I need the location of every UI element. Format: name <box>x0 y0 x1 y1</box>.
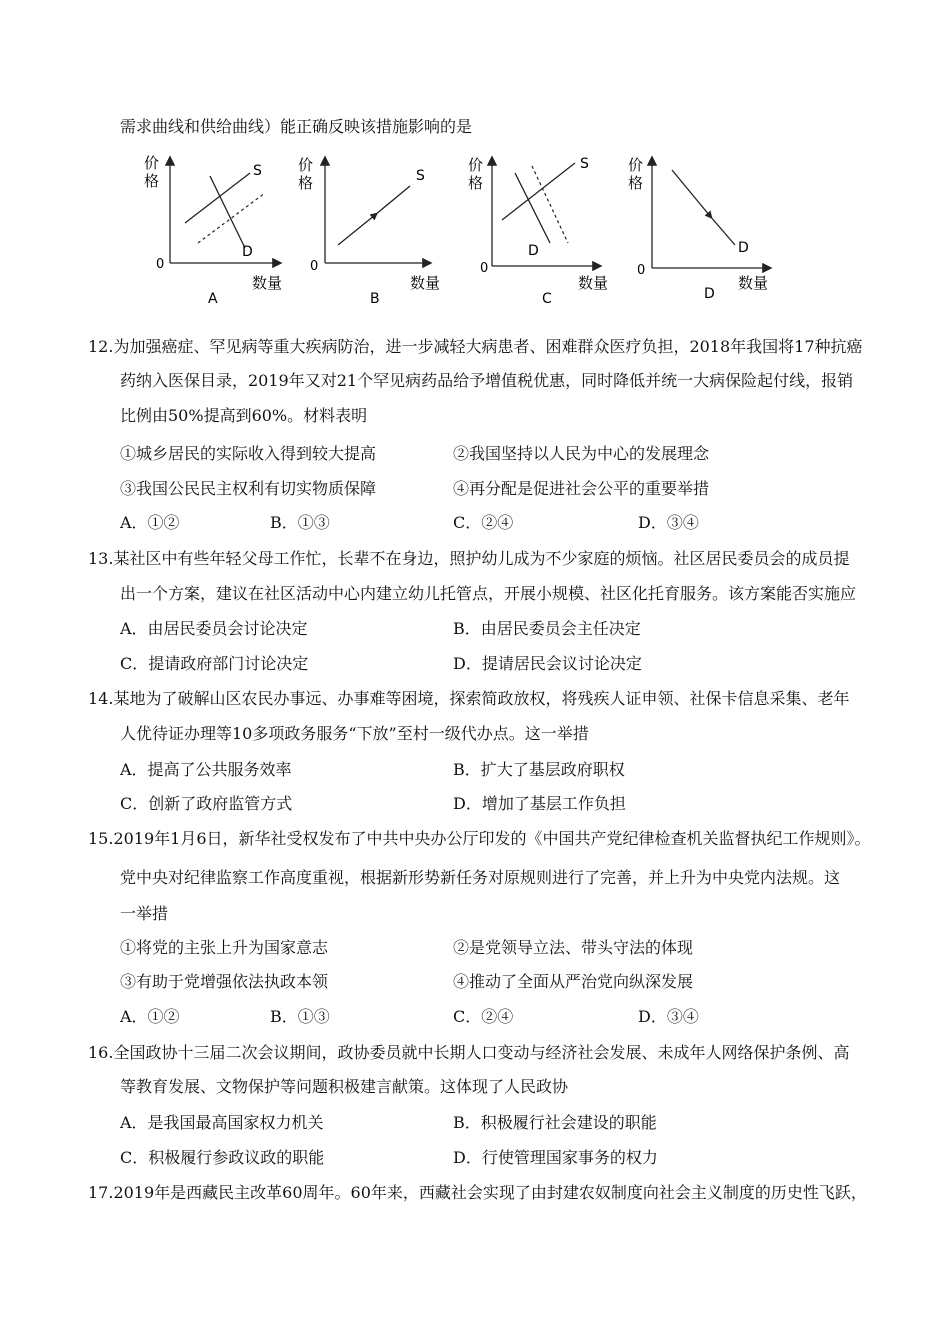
y-axis-label-1: 价 <box>144 154 160 172</box>
question-17-line-1: 17.2019年是西藏民主改革60周年。60年来，西藏社会实现了由封建农奴制度向社会主义制度的历史性飞跃， <box>88 1183 867 1202</box>
statement-1: ①将党的主张上升为国家意志 <box>120 938 329 957</box>
origin-label: 0 <box>310 259 319 274</box>
option-d[interactable]: D．③④ <box>638 513 699 532</box>
option-a[interactable]: A．①② <box>120 1007 180 1026</box>
option-a[interactable]: A．①② <box>120 513 180 532</box>
question-12-line-2: 药纳入医保目录，2019年又对21个罕见病药品给予增值税优惠，同时降低并统一大病保险起付线，报销 <box>120 371 854 390</box>
option-a[interactable]: A．是我国最高国家权力机关 <box>120 1113 324 1132</box>
panel-letter: B <box>370 291 380 307</box>
supply-label: S <box>253 163 262 179</box>
option-d[interactable]: D．增加了基层工作负担 <box>453 794 626 813</box>
demand-curve <box>672 170 735 245</box>
option-c[interactable]: C．②④ <box>453 1007 514 1026</box>
statement-4: ④再分配是促进社会公平的重要举措 <box>453 479 710 498</box>
y-axis-label-1: 价 <box>468 156 484 174</box>
y-axis-label-2: 格 <box>298 174 314 192</box>
option-b[interactable]: B．由居民委员会主任决定 <box>453 619 641 638</box>
x-axis-label: 数量 <box>578 274 609 292</box>
statement-2: ②我国坚持以人民为中心的发展理念 <box>453 444 710 463</box>
x-axis-label: 数量 <box>738 274 769 292</box>
y-axis-label-2: 格 <box>468 174 484 192</box>
supply-label: S <box>580 156 589 172</box>
y-axis-label-1: 价 <box>298 156 314 174</box>
option-b[interactable]: B．①③ <box>270 1007 330 1026</box>
panel-letter: A <box>208 291 218 307</box>
option-b[interactable]: B．①③ <box>270 513 330 532</box>
option-a[interactable]: A．提高了公共服务效率 <box>120 760 292 779</box>
option-c[interactable]: C．积极履行参政议政的职能 <box>120 1148 325 1167</box>
statement-2: ②是党领导立法、带头守法的体现 <box>453 938 694 957</box>
panel-letter: D <box>704 286 715 302</box>
question-12-line-1: 12.为加强癌症、罕见病等重大疾病防治，进一步减轻大病患者、困难群众医疗负担，2018年我国将17种抗癌 <box>88 337 863 356</box>
option-c[interactable]: C．创新了政府监管方式 <box>120 794 293 813</box>
statement-4: ④推动了全面从严治党向纵深发展 <box>453 972 694 991</box>
supply-curve <box>502 163 575 220</box>
option-c[interactable]: C．提请政府部门讨论决定 <box>120 654 309 673</box>
y-axis-label-1: 价 <box>628 156 644 174</box>
question-12-line-3: 比例由50%提高到60%。材料表明 <box>120 406 368 425</box>
option-b[interactable]: B．积极履行社会建设的职能 <box>453 1113 657 1132</box>
graph-panel-a <box>144 154 282 307</box>
demand-label: D <box>738 240 749 256</box>
new-demand-curve <box>532 166 568 243</box>
origin-label: 0 <box>156 257 165 272</box>
question-14-line-2: 人优待证办理等10多项政务服务“下放”至村一级代办点。这一举措 <box>120 724 589 743</box>
demand-label: D <box>528 243 539 259</box>
y-axis-label-2: 格 <box>144 172 160 190</box>
new-supply-curve <box>198 193 265 243</box>
origin-label: 0 <box>637 263 646 278</box>
panel-letter: C <box>542 291 552 307</box>
x-axis-label: 数量 <box>410 274 441 292</box>
option-a[interactable]: A．由居民委员会讨论决定 <box>120 619 308 638</box>
question-15-line-3: 一举措 <box>120 904 169 923</box>
intro-line: 需求曲线和供给曲线）能正确反映该措施影响的是 <box>120 117 473 136</box>
demand-curve <box>210 176 245 248</box>
supply-curve <box>338 186 410 245</box>
option-d[interactable]: D．行使管理国家事务的权力 <box>453 1148 658 1167</box>
demand-label: D <box>242 244 253 260</box>
statement-3: ③我国公民民主权利有切实物质保障 <box>120 479 377 498</box>
question-13-line-1: 13.某社区中有些年轻父母工作忙，长辈不在身边，照护幼儿成为不少家庭的烦恼。社区居民委员会的成员提 <box>88 549 850 568</box>
option-d[interactable]: D．提请居民会议讨论决定 <box>453 654 642 673</box>
supply-demand-graphs <box>130 148 790 313</box>
graph-panel-b <box>298 156 440 307</box>
option-c[interactable]: C．②④ <box>453 513 514 532</box>
supply-curve <box>185 173 250 223</box>
option-b[interactable]: B．扩大了基层政府职权 <box>453 760 625 779</box>
question-15-line-2: 党中央对纪律监察工作高度重视，根据新形势新任务对原规则进行了完善，并上升为中央党内法规。这 <box>120 868 841 887</box>
y-axis-label-2: 格 <box>628 174 644 192</box>
graph-panel-d <box>628 156 770 302</box>
question-16-line-1: 16.全国政协十三届二次会议期间，政协委员就中长期人口变动与经济社会发展、未成年人网络保护条例、高 <box>88 1043 850 1062</box>
supply-label: S <box>416 168 425 184</box>
statement-3: ③有助于党增强依法执政本领 <box>120 972 329 991</box>
origin-label: 0 <box>480 261 489 276</box>
statement-1: ①城乡居民的实际收入得到较大提高 <box>120 444 377 463</box>
question-16-line-2: 等教育发展、文物保护等问题积极建言献策。这体现了人民政协 <box>120 1077 569 1096</box>
question-15-line-1: 15.2019年1月6日，新华社受权发布了中共中央办公厅印发的《中国共产党纪律检查机关监督执纪工作规则》。 <box>88 829 871 848</box>
question-14-line-1: 14.某地为了破解山区农民办事远、办事难等困境，探索简政放权，将残疾人证申领、社保卡信息采集、老年 <box>88 689 850 708</box>
question-13-line-2: 出一个方案，建议在社区活动中心内建立幼儿托管点，开展小规模、社区化托育服务。该方案能否实施应 <box>120 584 857 603</box>
demand-curve <box>515 173 550 243</box>
graph-panel-c <box>468 156 608 307</box>
option-d[interactable]: D．③④ <box>638 1007 699 1026</box>
x-axis-label: 数量 <box>252 274 283 292</box>
